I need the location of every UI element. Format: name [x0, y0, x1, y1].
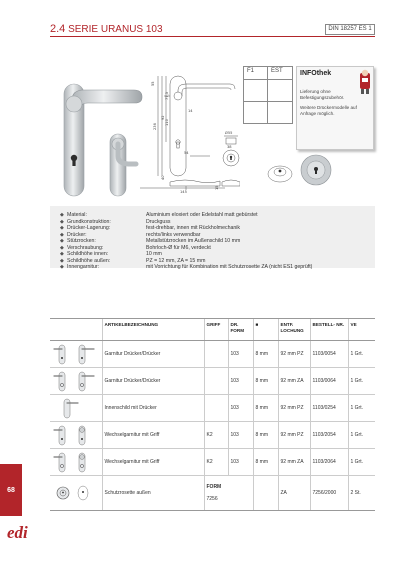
dim-label-110: 110 [165, 119, 169, 126]
col-order: BESTELL- NR. [310, 319, 348, 341]
dim-label-236: 236 [153, 123, 157, 130]
finish-cell [267, 79, 293, 102]
handle-knob-pz-icon [50, 422, 102, 448]
col-image [50, 319, 102, 341]
col-unit: VE [348, 319, 375, 341]
product-photo-handle-set [64, 84, 142, 196]
col-article: ARTIKELBEZEICHNUNG [102, 319, 204, 341]
dim-label-145: 145 [180, 190, 187, 194]
table-row: Wechselgarnitur mit Griff K2 103 8 mm 92 mm PZ 1103/2054 1 Grt. [50, 422, 375, 449]
info-title: INFOthek [300, 70, 332, 77]
finish-f1: F1 [243, 66, 268, 80]
dim-label-14: 14 [188, 109, 193, 113]
finish-grid [243, 66, 293, 124]
bullet-icon: ◆ [60, 244, 64, 251]
row-image [50, 449, 102, 476]
dim-label-54: 54 [184, 151, 189, 155]
col-grip: GRIFF [204, 319, 228, 341]
dim-label-77-5: 77,5 [165, 91, 169, 100]
dim-label-55: 55 [151, 81, 155, 86]
col-dr-form: DR. FORM [228, 319, 253, 341]
section-number: 2.4 [50, 23, 66, 35]
dim-label-38: 38 [227, 145, 232, 149]
page-number: 68 [7, 487, 15, 494]
din-badge: DIN 18257 ES 1 [325, 24, 375, 35]
header-divider [50, 36, 375, 37]
row-image [50, 422, 102, 449]
series-label: SERIE URANUS 103 [68, 24, 163, 35]
line-drawing [140, 76, 235, 190]
table-row: Wechselgarnitur mit Griff K2 103 8 mm 92 mm ZA 1103/2064 1 Grt. [50, 449, 375, 476]
table-row: Innenschild mit Drücker 103 8 mm 92 mm PZ 1103/0254 1 Grt. [50, 395, 375, 422]
bullet-icon: ◆ [60, 251, 64, 257]
col-hole: ENTF. LOCHUNG [278, 319, 310, 341]
handle-knob-za-icon [50, 449, 102, 475]
rosette-photo [262, 150, 372, 192]
dim-label-15: 15 [215, 185, 219, 190]
bullet-icon: ◆ [60, 212, 64, 218]
spec-list: ◆ Material: Aluminium eloxiert oder Edelstahl matt gebürstet ◆ Grundkonstruktion: Druckguss ◆ Drücker-Lagerung: fest-drehbar, innen mit Rückholmechanik ◆ Drücker: rechts/links verwendbar ◆ Stützrocken: Metallstützrocken im Außenschild 10 mm ◆ Verschraubung: Bohrloch-Ø für M6, verdeckt ◆ Schildhöhe innen: 10 mm ◆ Schildhöhe außen: PZ = 12 mm, ZA = 15 mm ◆ Innengarnitur: mit Vorrichtung für Kombination mit Schutzrosette ZA (nicht ES1 geprüft) [50, 206, 375, 268]
edi-logo: edi [7, 523, 28, 542]
table-header-row [50, 319, 375, 341]
product-table [50, 318, 375, 511]
rosette-form-label: FORM [206, 484, 222, 490]
dim-label-d55: Ø55 [225, 131, 233, 135]
table-row: Schutzrosette außen FORM 7256 ZA 7256/2000 2 St. [50, 476, 375, 511]
bullet-icon: ◆ [60, 264, 64, 270]
dim-label-40: 40 [161, 175, 165, 180]
info-text-1: Lieferung ohne Befestigungszubehör. [300, 89, 345, 100]
col-square: ■ [253, 319, 278, 341]
page-number-tab [0, 464, 22, 516]
inner-plate-icon [50, 395, 102, 421]
handle-pair-pz-icon [50, 341, 102, 367]
technical-drawing [50, 60, 240, 200]
dim-label-92: 92 [161, 115, 165, 120]
handle-pair-za-icon [50, 368, 102, 394]
page-title [50, 23, 163, 35]
row-image [50, 395, 102, 422]
row-image [50, 368, 102, 395]
rosette-drawing [222, 136, 240, 186]
row-image [50, 476, 102, 511]
finish-cell [243, 79, 268, 102]
rosette-form-number: 7256 [206, 496, 218, 502]
info-box [296, 66, 374, 150]
info-text-2: Weitere Drückermodelle auf Anfrage möglich. [300, 105, 357, 116]
rosette-form-cell [204, 476, 253, 511]
finish-cell [243, 101, 268, 124]
bullet-icon: ◆ [60, 238, 64, 244]
bullet-icon: ◆ [60, 257, 64, 264]
finish-cell [267, 101, 293, 124]
bullet-icon: ◆ [60, 225, 64, 231]
row-image [50, 341, 102, 368]
bullet-icon: ◆ [60, 218, 64, 225]
bullet-icon: ◆ [60, 231, 64, 238]
table-row: Garnitur Drücker/Drücker 103 8 mm 92 mm ZA 1103/0064 1 Grt. [50, 368, 375, 395]
table-row: Garnitur Drücker/Drücker 103 8 mm 92 mm PZ 1103/0054 1 Grt. [50, 341, 375, 368]
finish-est: EST [267, 66, 293, 80]
rosette-icon [50, 476, 102, 510]
